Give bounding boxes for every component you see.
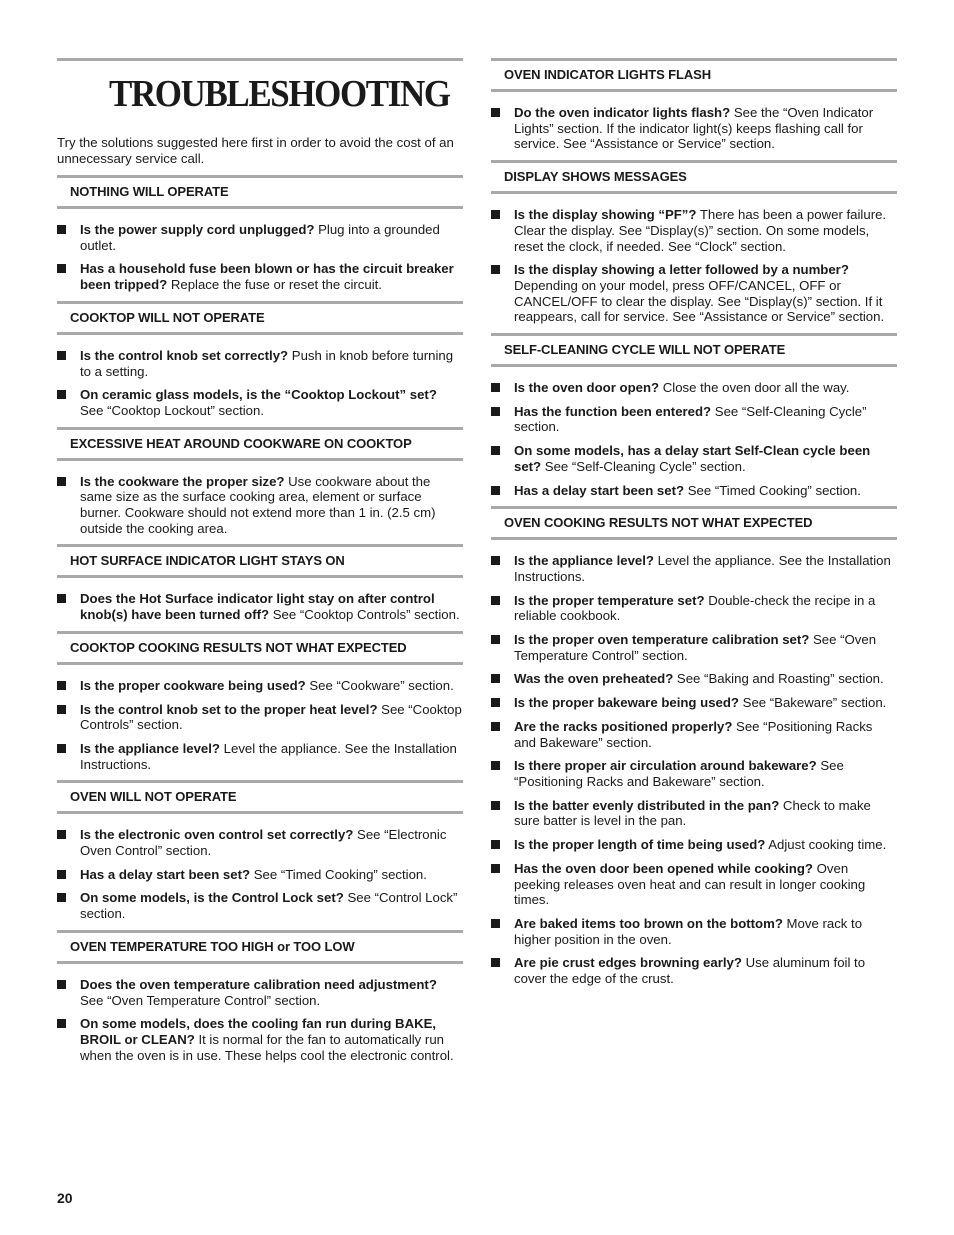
answer-text: Use cookware about the same size as the surface cooking area, element or surface burner. Cookware should not extend more than 1 in. (2.5 cm) outside the cooking area. bbox=[80, 473, 436, 536]
square-bullet-icon bbox=[491, 407, 500, 416]
answer-text: See “Cooktop Lockout” section. bbox=[80, 402, 264, 418]
section-heading: OVEN WILL NOT OPERATE bbox=[57, 780, 463, 814]
list-item bbox=[491, 695, 897, 711]
troubleshooting-section bbox=[57, 631, 463, 773]
question-text: On some models, is the Control Lock set? bbox=[80, 890, 344, 906]
list-item bbox=[491, 262, 897, 325]
answer-text: See “Electronic Oven Control” section. bbox=[80, 827, 447, 859]
square-bullet-icon bbox=[57, 477, 66, 486]
left-column bbox=[57, 58, 463, 1063]
list-item bbox=[57, 261, 463, 292]
square-bullet-icon bbox=[491, 864, 500, 873]
question-text: Is the cookware the proper size? bbox=[80, 473, 285, 489]
section-item-list bbox=[57, 222, 463, 293]
section-item-list bbox=[57, 348, 463, 419]
square-bullet-icon bbox=[57, 705, 66, 714]
square-bullet-icon bbox=[57, 225, 66, 234]
list-item bbox=[491, 380, 897, 396]
question-text: Is the power supply cord unplugged? bbox=[80, 222, 315, 237]
list-item bbox=[57, 827, 463, 858]
question-text: Is the appliance level? bbox=[80, 740, 220, 756]
square-bullet-icon bbox=[57, 980, 66, 989]
answer-text: Adjust cooking time. bbox=[765, 837, 887, 853]
square-bullet-icon bbox=[57, 870, 66, 879]
section-heading: COOKTOP COOKING RESULTS NOT WHAT EXPECTED bbox=[57, 631, 463, 665]
square-bullet-icon bbox=[57, 390, 66, 399]
square-bullet-icon bbox=[57, 744, 66, 753]
question-text: Is the oven door open? bbox=[514, 380, 660, 396]
list-item bbox=[57, 678, 463, 694]
answer-text: It is normal for the fan to automatically run when the oven is in use. These helps cool the electronic control. bbox=[80, 1031, 454, 1063]
square-bullet-icon bbox=[57, 351, 66, 360]
question-text: Are pie crust edges browning early? bbox=[514, 955, 742, 971]
answer-text: See “Self-Cleaning Cycle” section. bbox=[541, 458, 746, 474]
list-item bbox=[57, 867, 463, 883]
answer-text: Level the appliance. See the Installation Instructions. bbox=[514, 553, 891, 584]
list-item bbox=[491, 719, 897, 750]
section-heading: DISPLAY SHOWS MESSAGES bbox=[491, 160, 897, 194]
question-text: Has a delay start been set? bbox=[80, 866, 251, 882]
answer-text: Double-check the recipe in a reliable cookbook. bbox=[514, 592, 876, 624]
section-heading: NOTHING WILL OPERATE bbox=[57, 175, 463, 209]
square-bullet-icon bbox=[491, 761, 500, 770]
section-heading: OVEN TEMPERATURE TOO HIGH or TOO LOW bbox=[57, 930, 463, 964]
answer-text: Oven peeking releases oven heat and can result in longer cooking times. bbox=[514, 860, 866, 908]
answer-text: See “Cooktop Controls” section. bbox=[80, 701, 462, 733]
square-bullet-icon bbox=[57, 681, 66, 690]
answer-text: See “Baking and Roasting” section. bbox=[673, 671, 884, 687]
question-text: Is the appliance level? bbox=[514, 553, 654, 569]
list-item bbox=[491, 593, 897, 624]
list-item bbox=[491, 443, 897, 474]
question-text: Is the display showing a letter followed by a number? bbox=[514, 262, 849, 278]
troubleshooting-section bbox=[57, 301, 463, 419]
square-bullet-icon bbox=[491, 674, 500, 683]
list-item bbox=[57, 890, 463, 921]
answer-text: See “Control Lock” section. bbox=[80, 890, 458, 922]
question-text: Is the proper cookware being used? bbox=[80, 677, 306, 693]
answer-text: Replace the fuse or reset the circuit. bbox=[167, 277, 382, 293]
right-sections bbox=[491, 58, 897, 987]
question-text: On some models, has a delay start Self-Clean cycle been set? bbox=[514, 443, 871, 474]
list-item bbox=[491, 553, 897, 584]
troubleshooting-section bbox=[57, 930, 463, 1064]
answer-text: See “Timed Cooking” section. bbox=[250, 866, 427, 882]
question-text: Do the oven indicator lights flash? bbox=[514, 105, 731, 120]
answer-text: See “Bakeware” section. bbox=[738, 695, 887, 711]
answer-text: See “Cooktop Controls” section. bbox=[269, 607, 460, 623]
answer-text: See “Positioning Racks and Bakeware” section. bbox=[514, 718, 873, 750]
section-item-list bbox=[57, 977, 463, 1064]
answer-text: Push in knob before turning to a setting. bbox=[80, 347, 454, 379]
answer-text: There has been a power failure. Clear the display. See “Display(s)” section. On some models, reset the clock, if needed. See “Clock” section. bbox=[514, 207, 887, 254]
square-bullet-icon bbox=[57, 594, 66, 603]
answer-text: Close the oven door all the way. bbox=[659, 380, 850, 396]
question-text: Has a delay start been set? bbox=[514, 482, 685, 498]
square-bullet-icon bbox=[57, 264, 66, 273]
list-item bbox=[491, 671, 897, 687]
question-text: Has the oven door been opened while cooking? bbox=[514, 860, 813, 876]
answer-text: Move rack to higher position in the oven. bbox=[514, 915, 863, 947]
page-number: 20 bbox=[57, 1190, 73, 1206]
question-text: Is the proper oven temperature calibration set? bbox=[514, 632, 810, 648]
square-bullet-icon bbox=[57, 893, 66, 902]
section-heading: SELF-CLEANING CYCLE WILL NOT OPERATE bbox=[491, 333, 897, 367]
square-bullet-icon bbox=[491, 210, 500, 219]
right-column bbox=[491, 58, 897, 987]
page-title: TROUBLESHOOTING bbox=[109, 73, 450, 115]
square-bullet-icon bbox=[491, 556, 500, 565]
list-item bbox=[491, 955, 897, 986]
answer-text: See “Oven Temperature Control” section. bbox=[514, 632, 877, 663]
question-text: Does the Hot Surface indicator light stay on after control knob(s) have been turned off? bbox=[80, 591, 435, 623]
troubleshooting-section bbox=[491, 160, 897, 325]
troubleshooting-section bbox=[491, 58, 897, 152]
troubleshooting-section bbox=[57, 175, 463, 293]
question-text: Is the control knob set correctly? bbox=[80, 347, 289, 363]
intro-text: Try the solutions suggested here first in order to avoid the cost of an unnecessary service call. bbox=[57, 135, 454, 166]
answer-text: Plug into a grounded outlet. bbox=[80, 222, 440, 253]
troubleshooting-section bbox=[57, 780, 463, 922]
section-item-list bbox=[57, 591, 463, 622]
square-bullet-icon bbox=[57, 830, 66, 839]
troubleshooting-section bbox=[57, 427, 463, 537]
answer-text: See “Self-Cleaning Cycle” section. bbox=[514, 403, 867, 435]
square-bullet-icon bbox=[491, 635, 500, 644]
question-text: Has a household fuse been blown or has the circuit breaker been tripped? bbox=[80, 261, 454, 293]
section-item-list bbox=[491, 380, 897, 498]
list-item bbox=[491, 861, 897, 908]
question-text: On some models, does the cooling fan run during BAKE, BROIL or CLEAN? bbox=[80, 1016, 437, 1047]
answer-text: Check to make sure batter is level in the pan. bbox=[514, 797, 871, 829]
section-item-list bbox=[491, 105, 897, 152]
square-bullet-icon bbox=[57, 1019, 66, 1028]
question-text: On ceramic glass models, is the “Cooktop Lockout” set? bbox=[80, 387, 437, 403]
answer-text: Depending on your model, press OFF/CANCEL, OFF or CANCEL/OFF to clear the display. See “Display(s)” section. If it reappears, call for service. See “Assistance or Service” section. bbox=[514, 277, 885, 325]
list-item bbox=[57, 591, 463, 622]
square-bullet-icon bbox=[491, 383, 500, 392]
troubleshooting-section bbox=[57, 544, 463, 622]
question-text: Is the electronic oven control set correctly? bbox=[80, 827, 354, 843]
question-text: Are baked items too brown on the bottom? bbox=[514, 915, 783, 931]
list-item bbox=[491, 798, 897, 829]
question-text: Are the racks positioned properly? bbox=[514, 718, 733, 734]
answer-text: See “Cookware” section. bbox=[305, 677, 454, 693]
list-item bbox=[491, 837, 897, 853]
answer-text: See “Oven Temperature Control” section. bbox=[80, 992, 321, 1008]
section-item-list bbox=[491, 207, 897, 325]
question-text: Is the proper temperature set? bbox=[514, 592, 705, 608]
square-bullet-icon bbox=[491, 446, 500, 455]
list-item bbox=[491, 105, 897, 152]
list-item bbox=[57, 474, 463, 537]
list-item bbox=[491, 632, 897, 663]
list-item bbox=[491, 207, 897, 254]
answer-text: See the “Oven Indicator Lights” section. If the indicator light(s) keeps flashing call for service. See “Assistance or Service” section. bbox=[514, 105, 874, 152]
question-text: Has the function been entered? bbox=[514, 403, 712, 419]
answer-text: Level the appliance. See the Installation Instructions. bbox=[80, 740, 457, 772]
question-text: Was the oven preheated? bbox=[514, 671, 674, 687]
square-bullet-icon bbox=[491, 108, 500, 117]
list-item bbox=[57, 387, 463, 418]
section-item-list bbox=[57, 827, 463, 922]
section-heading: COOKTOP WILL NOT OPERATE bbox=[57, 301, 463, 335]
question-text: Is the proper length of time being used? bbox=[514, 837, 766, 853]
question-text: Is the proper bakeware being used? bbox=[514, 695, 739, 711]
list-item bbox=[57, 702, 463, 733]
list-item bbox=[57, 222, 463, 253]
square-bullet-icon bbox=[491, 919, 500, 928]
list-item bbox=[57, 1016, 463, 1063]
answer-text: See “Timed Cooking” section. bbox=[684, 482, 861, 498]
list-item bbox=[491, 916, 897, 947]
section-heading: EXCESSIVE HEAT AROUND COOKWARE ON COOKTOP bbox=[57, 427, 463, 461]
section-item-list bbox=[491, 553, 897, 986]
question-text: Is the control knob set to the proper heat level? bbox=[80, 701, 378, 717]
square-bullet-icon bbox=[491, 698, 500, 707]
square-bullet-icon bbox=[491, 722, 500, 731]
square-bullet-icon bbox=[491, 958, 500, 967]
answer-text: Use aluminum foil to cover the edge of the crust. bbox=[514, 955, 866, 987]
square-bullet-icon bbox=[491, 840, 500, 849]
square-bullet-icon bbox=[491, 265, 500, 274]
answer-text: See “Positioning Racks and Bakeware” section. bbox=[514, 758, 844, 789]
list-item bbox=[57, 348, 463, 379]
list-item bbox=[57, 741, 463, 772]
troubleshooting-section bbox=[491, 333, 897, 498]
list-item bbox=[57, 977, 463, 1008]
square-bullet-icon bbox=[491, 801, 500, 810]
question-text: Does the oven temperature calibration need adjustment? bbox=[80, 976, 437, 992]
question-text: Is the batter evenly distributed in the pan? bbox=[514, 797, 780, 813]
question-text: Is the display showing “PF”? bbox=[514, 207, 697, 223]
troubleshooting-section bbox=[491, 506, 897, 986]
list-item bbox=[491, 404, 897, 435]
section-heading: HOT SURFACE INDICATOR LIGHT STAYS ON bbox=[57, 544, 463, 578]
square-bullet-icon bbox=[491, 486, 500, 495]
question-text: Is there proper air circulation around bakeware? bbox=[514, 758, 817, 774]
section-heading: OVEN INDICATOR LIGHTS FLASH bbox=[491, 58, 897, 92]
list-item bbox=[491, 483, 897, 499]
section-item-list bbox=[57, 474, 463, 537]
left-sections bbox=[57, 175, 463, 1063]
title-rule bbox=[57, 58, 463, 61]
section-item-list bbox=[57, 678, 463, 773]
square-bullet-icon bbox=[491, 596, 500, 605]
list-item bbox=[491, 758, 897, 789]
section-heading: OVEN COOKING RESULTS NOT WHAT EXPECTED bbox=[491, 506, 897, 540]
